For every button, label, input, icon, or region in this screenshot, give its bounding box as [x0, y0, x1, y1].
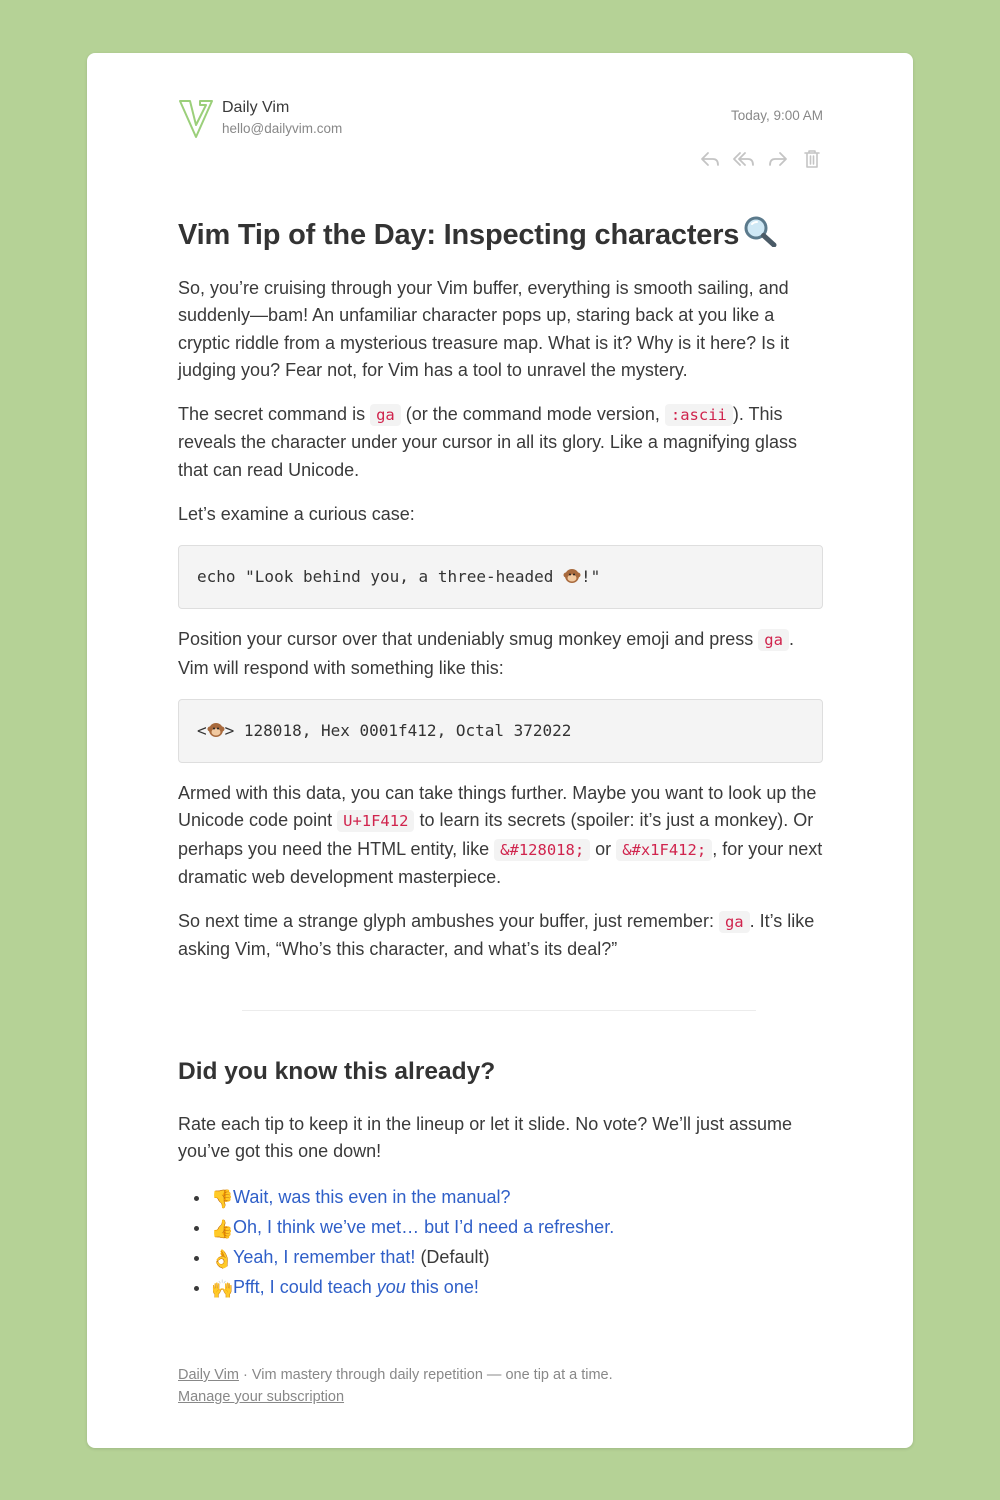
- sender-name: Daily Vim: [222, 99, 290, 116]
- code-block-echo: echo "Look behind you, a three-headed !": [178, 545, 823, 609]
- reply-all-icon[interactable]: [733, 149, 755, 169]
- ok-hand-icon: 👌: [211, 1249, 234, 1269]
- inline-code-ascii: :ascii: [665, 404, 733, 426]
- unicode-paragraph: Armed with this data, you can take things further. Maybe you want to look up the Unicode code point U+1F412 to learn its secrets (spoiler: it’s just a monkey). Or perhaps you need the HTML entity, like &#128018; or &#x1F412; , for your next dramatic web development masterpiece.: [178, 782, 823, 887]
- inline-code-ga: ga: [370, 404, 401, 426]
- inline-code-codepoint: U+1F412: [337, 810, 414, 832]
- manage-subscription-link[interactable]: Manage your subscription: [178, 1389, 345, 1405]
- footer-brand-link[interactable]: Daily Vim: [178, 1367, 239, 1383]
- code-block-output: < > 128018, Hex 0001f412, Octal 372022: [178, 699, 823, 763]
- email-actions: [699, 149, 823, 169]
- raising-hands-icon: 🙌: [211, 1279, 234, 1299]
- command-paragraph: The secret command is ga (or the command mode version, :ascii ). This reveals the character under your cursor in all its glory. Like a magnifying glass that can read Unicode.: [178, 404, 797, 480]
- inline-code-ga: ga: [719, 911, 750, 933]
- inline-code-entity-dec: &#128018;: [494, 839, 590, 861]
- vote-option: [211, 1213, 614, 1243]
- email-body: [178, 275, 823, 981]
- vote-list: [178, 1183, 614, 1303]
- default-label: (Default): [415, 1247, 490, 1267]
- email-footer: [178, 1364, 613, 1408]
- intro-paragraph: So, you’re cruising through your Vim buffer, everything is smooth sailing, and suddenly—bam! An unfamiliar character pops up, staring back at you like a cryptic riddle from a mysterious treasure map. What is it? Why is it here? Is it judging you? Fear not, for Vim has a tool to unravel the mystery.: [178, 278, 790, 380]
- sender-block: [178, 97, 342, 139]
- email-title-text: Vim Tip of the Day: Inspecting characters: [178, 219, 740, 251]
- magnifying-glass-icon: [743, 215, 777, 247]
- monkey-emoji-icon: [563, 567, 581, 585]
- example-intro: Let’s examine a curious case:: [178, 504, 415, 525]
- vote-option: [211, 1183, 614, 1213]
- vote-option: [211, 1243, 614, 1273]
- survey-heading: Did you know this already?: [178, 1058, 496, 1085]
- vote-option: [211, 1273, 614, 1303]
- forward-icon[interactable]: [767, 149, 789, 169]
- vote-link-remember[interactable]: Yeah, I remember that!: [233, 1247, 416, 1267]
- vim-logo-icon: [178, 99, 214, 139]
- divider: [242, 1010, 756, 1011]
- email-date: Today, 9:00 AM: [730, 108, 823, 123]
- thumbs-down-icon: 👎: [211, 1189, 234, 1209]
- vote-link-teach[interactable]: Pfft, I could teach you this one!: [233, 1277, 479, 1297]
- cursor-paragraph: Position your cursor over that undeniably smug monkey emoji and press ga . Vim will respond with something like this:: [178, 629, 794, 678]
- vote-link-refresher[interactable]: Oh, I think we’ve met… but I’d need a refresher.: [233, 1217, 615, 1237]
- trash-icon[interactable]: [801, 149, 823, 169]
- monkey-emoji-icon: [207, 721, 225, 739]
- email-title: [178, 215, 777, 252]
- email-card: [87, 53, 913, 1448]
- sender-email: hello@dailyvim.com: [222, 121, 343, 136]
- closing-paragraph: So next time a strange glyph ambushes your buffer, just remember: ga . It’s like asking Vim, “Who’s this character, and what’s its deal?”: [178, 911, 815, 960]
- reply-icon[interactable]: [699, 149, 721, 169]
- inline-code-entity-hex: &#x1F412;: [616, 839, 712, 861]
- vote-link-manual[interactable]: Wait, was this even in the manual?: [233, 1187, 511, 1207]
- inline-code-ga: ga: [758, 629, 789, 651]
- thumbs-up-icon: 👍: [211, 1219, 234, 1239]
- survey-intro: Rate each tip to keep it in the lineup or let it slide. No vote? We’ll just assume you’ve got this one down!: [178, 1114, 792, 1161]
- footer-tagline: · Vim mastery through daily repetition — one tip at a time.: [238, 1367, 613, 1383]
